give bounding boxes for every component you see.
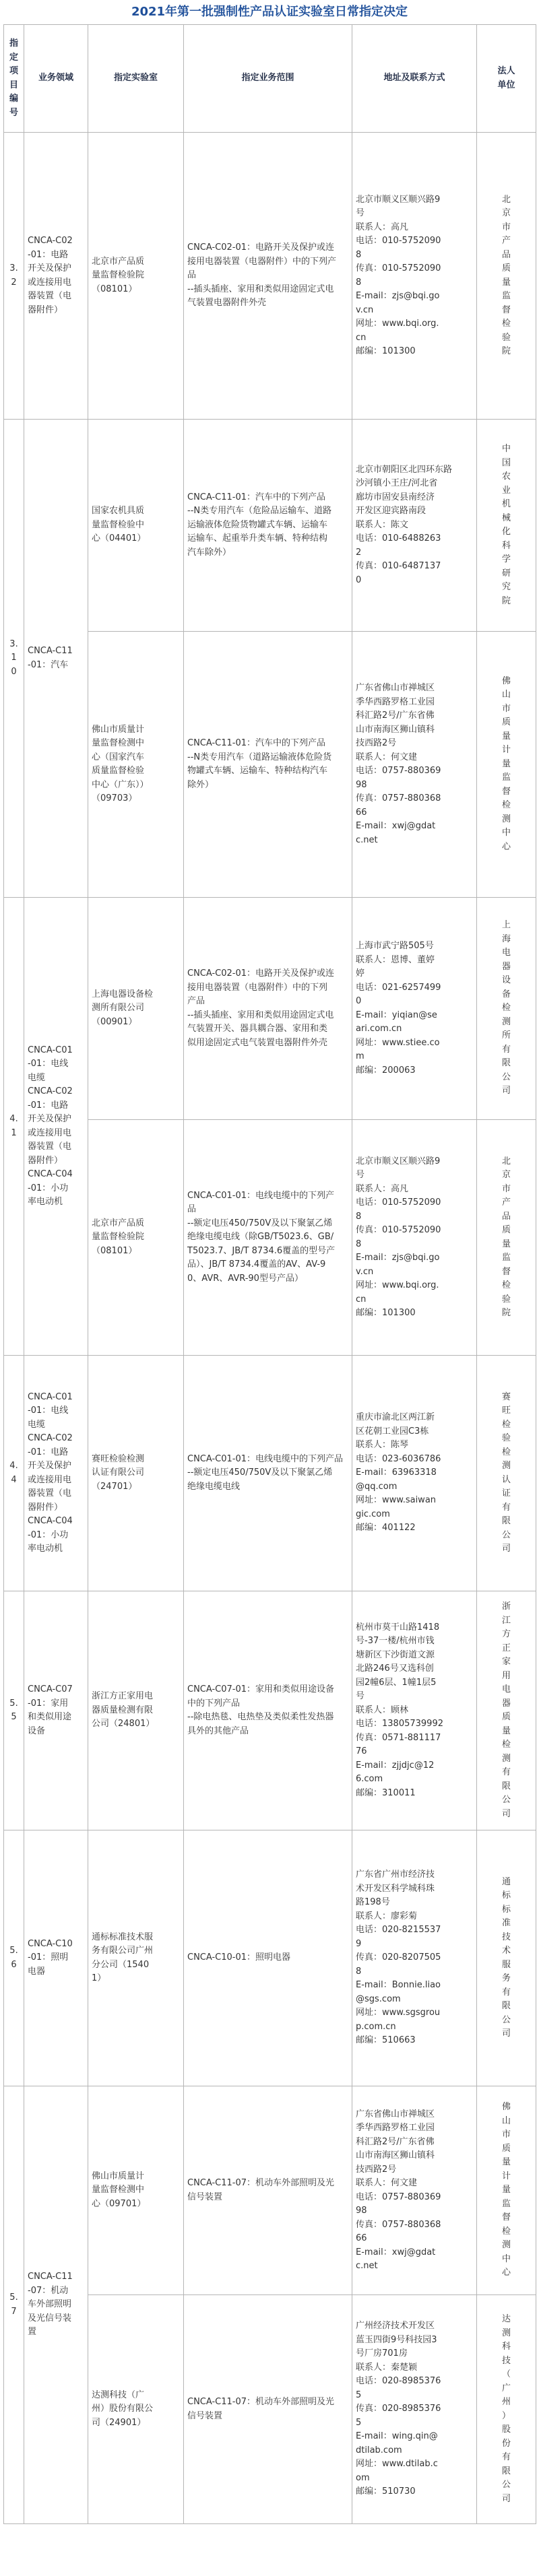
table-row	[4, 1356, 536, 1591]
business-field: CNCA-C07 -01：家用 和类似用途 设备	[24, 1591, 88, 1830]
business-scope: CNCA-C01-01：电线电缆中的下列产 品 --额定电压450/750V及以下聚氯乙烯 绝缘电缆电线（除GB/T5023.6、GB/ T5023.7、JB/T 8734.6覆盖的型号产 品）、JB/T 8734.4覆盖的AV、AV-9 0、AVR、AVR-90型号产品）	[184, 1120, 352, 1356]
header-legal-entity: 法人 单位	[477, 25, 536, 133]
designation-table	[3, 24, 536, 2524]
business-scope: CNCA-C01-01：电线电缆中的下列产品 --额定电压450/750V及以下聚氯乙烯 绝缘电缆电线	[184, 1356, 352, 1591]
business-scope: CNCA-C07-01：家用和类似用途设备 中的下列产品 --除电热毯、电热垫及类似柔性发热器 具外的其他产品	[184, 1591, 352, 1830]
item-number: 5. 6	[4, 1830, 24, 2086]
legal-entity: 北 京 市 产 品 质 量 监 督 检 验 院	[477, 133, 536, 420]
legal-entity: 通 标 标 准 技 术 服 务 有 限 公 司	[477, 1830, 536, 2086]
table-row	[4, 898, 536, 1120]
address-contact: 广东省广州市经济技 术开发区科学城科珠 路198号 联系人：廖彩菊 电话：020-8215537 9 传真：020-8207505 8 E-mail：Bonnie.liao @sgs.com 网址：www.sgsgrou p.com.cn 邮编：510663	[352, 1830, 477, 2086]
address-contact: 北京市朝阳区北四环东路 沙河镇小王庄/河北省 廊坊市固安县南经济 开发区迎宾路南段 联系人：陈文 电话：010-6488263 2 传真：010-6487137 0	[352, 420, 477, 632]
business-field: CNCA-C11 -01：汽车	[24, 420, 88, 898]
business-field: CNCA-C10 -01：照明 电器	[24, 1830, 88, 2086]
legal-entity: 赛 旺 检 验 检 测 认 证 有 限 公 司	[477, 1356, 536, 1591]
item-number: 3. 2	[4, 133, 24, 420]
lab-name: 达测科技（广 州）股份有限公 司（24901）	[88, 2295, 184, 2524]
lab-name: 北京市产品质 量监督检验院 （08101）	[88, 133, 184, 420]
address-contact: 上海市武宁路505号 联系人：恩博、董婷 婷 电话：021-6257499 0 E-mail：yiqian@se ari.com.cn 网址：www.stiee.co m 邮编：200063	[352, 898, 477, 1120]
header-address-contact: 地址及联系方式	[352, 25, 477, 133]
business-scope: CNCA-C11-01：汽车中的下列产品 --N类专用汽车（道路运输液体危险货 物罐式车辆、运输车、特种结构汽车 除外）	[184, 632, 352, 898]
legal-entity: 佛 山 市 质 量 计 量 监 督 检 测 中 心	[477, 2086, 536, 2295]
page-title: 2021年第一批强制性产品认证实验室日常指定决定	[131, 5, 408, 19]
table-row	[4, 1830, 536, 2086]
address-contact: 广东省佛山市禅城区 季华西路罗格工业园 科汇路2号/广东省佛 山市南海区狮山镇科 技西路2号 联系人：何文建 电话：0757-880369 98 传真：0757-880368 66 E-mail：xwj@gdat c.net	[352, 632, 477, 898]
lab-name: 通标标准技术服 务有限公司广州 分公司（1540 1）	[88, 1830, 184, 2086]
item-number: 4. 4	[4, 1356, 24, 1591]
lab-name: 上海电器设备检 测所有限公司 （00901）	[88, 898, 184, 1120]
header-business-field: 业务领域	[24, 25, 88, 133]
business-field: CNCA-C01 -01：电线 电缆 CNCA-C02 -01：电路 开关及保护 或连接用电 器装置（电 器附件） CNCA-C04 -01：小功 率电动机	[24, 898, 88, 1356]
business-scope: CNCA-C11-07：机动车外部照明及光 信号装置	[184, 2295, 352, 2524]
business-field: CNCA-C02 -01：电路 开关及保护 或连接用电 器装置（电 器附件）	[24, 133, 88, 420]
legal-entity: 达 测 科 技 （ 广 州 ） 股 份 有 限 公 司	[477, 2295, 536, 2524]
table-row	[4, 1591, 536, 1830]
header-item-number: 指 定 项 目 编 号	[4, 25, 24, 133]
lab-name: 赛旺检验检测 认证有限公司 （24701）	[88, 1356, 184, 1591]
table-row	[4, 2086, 536, 2295]
business-field: CNCA-C01 -01：电线 电缆 CNCA-C02 -01：电路 开关及保护 或连接用电 器装置（电 器附件） CNCA-C04 -01：小功 率电动机	[24, 1356, 88, 1591]
item-number: 3. 1 0	[4, 420, 24, 898]
legal-entity: 中 国 农 业 机 械 化 科 学 研 究 院	[477, 420, 536, 632]
table-row	[4, 133, 536, 420]
lab-name: 浙江方正家用电 器质量检测有限 公司（24801）	[88, 1591, 184, 1830]
item-number: 4. 1	[4, 898, 24, 1356]
address-contact: 广州经济技术开发区 蓝玉四街9号科技园3 号厂房701房 联系人：秦楚颖 电话：020-8985376 5 传真：020-8985376 5 E-mail：wing.qin@ dtilab.com 网址：www.dtilab.c om 邮编：510730	[352, 2295, 477, 2524]
header-business-scope: 指定业务范围	[184, 25, 352, 133]
item-number: 5. 5	[4, 1591, 24, 1830]
address-contact: 北京市顺义区顺兴路9 号 联系人：高凡 电话：010-5752090 8 传真：010-5752090 8 E-mail：zjs@bqi.go v.cn 网址：www.bqi.org. cn 邮编：101300	[352, 1120, 477, 1356]
lab-name: 国家农机具质 量监督检验中 心（04401）	[88, 420, 184, 632]
business-scope: CNCA-C11-01：汽车中的下列产品 --N类专用汽车（危险品运输车、道路 运输液体危险货物罐式车辆、运输车 运输车、起重举升类车辆、特种结构 汽车除外）	[184, 420, 352, 632]
business-scope: CNCA-C10-01：照明电器	[184, 1830, 352, 2086]
lab-name: 北京市产品质 量监督检验院 （08101）	[88, 1120, 184, 1356]
address-contact: 广东省佛山市禅城区 季华西路罗格工业园 科汇路2号/广东省佛 山市南海区狮山镇科 技西路2号 联系人：何文建 电话：0757-880369 98 传真：0757-880368 66 E-mail：xwj@gdat c.net	[352, 2086, 477, 2295]
item-number: 5. 7	[4, 2086, 24, 2524]
legal-entity: 北 京 市 产 品 质 量 监 督 检 验 院	[477, 1120, 536, 1356]
business-scope: CNCA-C02-01：电路开关及保护或连 接用电器装置（电器附件）中的下列 产品 --插头插座、家用和类似用途固定式电 气装置开关、器具耦合器、家用和类 似用途固定式电气装置电器附件外壳	[184, 898, 352, 1120]
lab-name: 佛山市质量计 量监督检测中 心（国家汽车 质量监督检验 中心（广东）） （09703）	[88, 632, 184, 898]
address-contact: 杭州市莫干山路1418 号-37一楼/杭州市钱 塘新区下沙街道文源 北路246号又选科创 园2幢6层、1幢1层5 号 联系人：顾林 电话：13805739992 传真：0571-881117 76 E-mail：zjjdjc@12 6.com 邮编：310011	[352, 1591, 477, 1830]
legal-entity: 佛 山 市 质 量 计 量 监 督 检 测 中 心	[477, 632, 536, 898]
table-row	[4, 420, 536, 632]
business-scope: CNCA-C11-07：机动车外部照明及光 信号装置	[184, 2086, 352, 2295]
legal-entity: 浙 江 方 正 家 用 电 器 质 量 检 测 有 限 公 司	[477, 1591, 536, 1830]
lab-name: 佛山市质量计 量监督检测中 心（09701）	[88, 2086, 184, 2295]
header-designated-lab: 指定实验室	[88, 25, 184, 133]
business-field: CNCA-C11 -07：机动 车外部照明 及光信号装 置	[24, 2086, 88, 2524]
table-header-row	[4, 25, 536, 133]
address-contact: 重庆市渝北区两江新 区花朝工业园C3栋 联系人：陈琴 电话：023-6036786 E-mail：63963318 @qq.com 网址：www.saiwan gic.com 邮编：401122	[352, 1356, 477, 1591]
address-contact: 北京市顺义区顺兴路9 号 联系人：高凡 电话：010-5752090 8 传真：010-5752090 8 E-mail：zjs@bqi.go v.cn 网址：www.bqi.org. cn 邮编：101300	[352, 133, 477, 420]
legal-entity: 上 海 电 器 设 备 检 测 所 有 限 公 司	[477, 898, 536, 1120]
business-scope: CNCA-C02-01：电路开关及保护或连 接用电器装置（电器附件）中的下列产 品 --插头插座、家用和类似用途固定式电 气装置电器附件外壳	[184, 133, 352, 420]
